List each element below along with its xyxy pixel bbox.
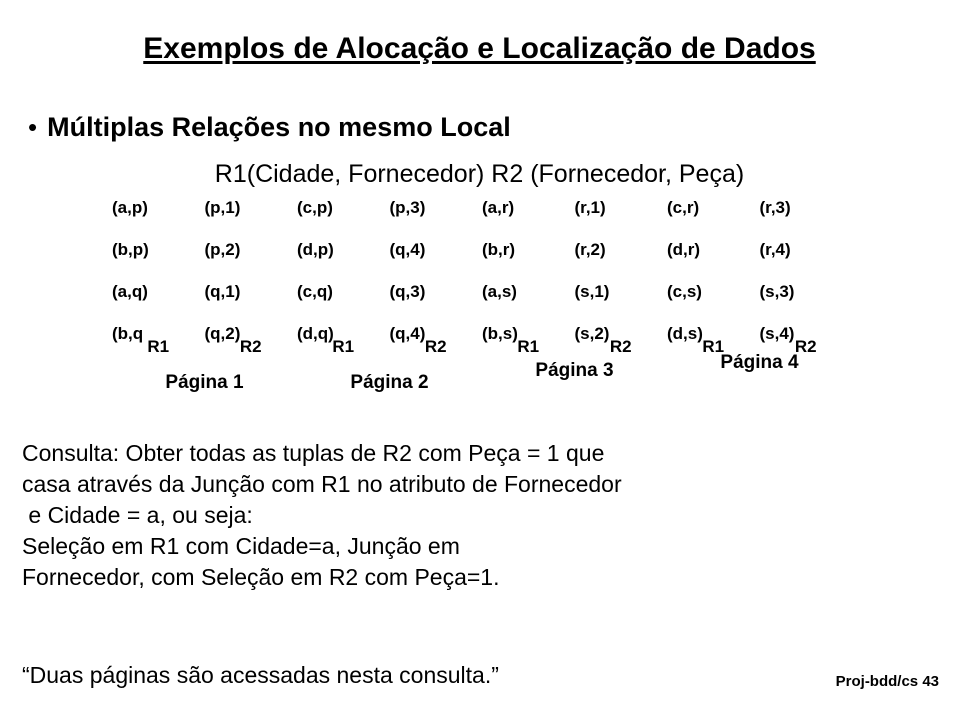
conclusion-quote: “Duas páginas são acessadas nesta consulta.” — [22, 662, 499, 688]
tuple-cell: (d,s) — [667, 324, 703, 343]
relations-schema-line: R1(Cidade, Fornecedor) R2 (Fornecedor, Peça) — [214, 160, 745, 188]
tuple-cell: (c,r) — [667, 198, 700, 217]
page-label-2: Página 2 — [350, 372, 429, 393]
tuple-cell: (b,q — [112, 324, 144, 343]
tuple-cell: (r,1) — [574, 198, 606, 217]
bullet-marker-icon: • — [28, 112, 38, 142]
tuple-cell: (a,r) — [482, 198, 515, 217]
tuple-cell: (b,p) — [112, 240, 149, 259]
query-line: Seleção em R1 com Cidade=a, Junção em — [22, 533, 460, 559]
tuple-cell: (a,s) — [482, 282, 517, 301]
tuple-cell: (r,4) — [759, 240, 791, 259]
tuple-cell: (q,4) — [389, 324, 426, 343]
relation-label: R1 — [147, 337, 170, 356]
page-label-1: Página 1 — [165, 372, 244, 393]
relation-label: R2 — [609, 337, 632, 356]
relation-label: R1 — [517, 337, 540, 356]
tuple-cell: (s,2) — [574, 324, 610, 343]
tuple-cell: (d,q) — [297, 324, 334, 343]
query-description — [22, 438, 932, 593]
relation-label: R1 — [332, 337, 355, 356]
tuple-grid — [112, 198, 852, 344]
page-title-text: Exemplos de Alocação e Localização de Dados — [143, 32, 816, 65]
query-line: Consulta: Obter todas as tuplas de R2 com Peça = 1 que — [22, 440, 605, 466]
tuple-cell: (q,3) — [389, 282, 426, 301]
table-row — [112, 198, 852, 240]
tuple-cell: (p,3) — [389, 198, 426, 217]
tuple-cell: (p,1) — [204, 198, 241, 217]
tuple-cell: (s,3) — [759, 282, 795, 301]
page-label-row — [112, 352, 872, 394]
tuple-cell: (a,q) — [112, 282, 148, 301]
tuple-cell: (p,2) — [204, 240, 241, 259]
table-row — [112, 282, 852, 324]
slide-footer: Proj-bdd/cs 43 — [835, 673, 939, 690]
tuple-cell: (q,4) — [389, 240, 426, 259]
tuple-cell: (q,1) — [204, 282, 241, 301]
tuple-cell: (d,r) — [667, 240, 701, 259]
relation-label: R2 — [424, 337, 447, 356]
tuple-cell: (a,p) — [112, 198, 148, 217]
bullet-item-label: Múltiplas Relações no mesmo Local — [47, 112, 511, 142]
tuple-cell: (q,2) — [204, 324, 241, 343]
tuple-cell: (c,p) — [297, 198, 333, 217]
table-row — [112, 240, 852, 282]
tuple-cell: (b,r) — [482, 240, 516, 259]
tuple-cell: (c,q) — [297, 282, 333, 301]
tuple-cell: (s,4) — [759, 324, 795, 343]
tuple-cell: (r,3) — [759, 198, 791, 217]
tuple-cell: (r,2) — [574, 240, 606, 259]
page-label-3: Página 3 — [535, 360, 614, 381]
tuple-cell: (c,s) — [667, 282, 702, 301]
tuple-cell: (s,1) — [574, 282, 610, 301]
page-label-4: Página 4 — [720, 352, 799, 373]
relation-label: R1 — [702, 337, 725, 356]
bullet-item — [28, 110, 928, 144]
query-line: casa através da Junção com R1 no atributo de Fornecedor — [22, 471, 622, 497]
tuple-cell: (d,p) — [297, 240, 334, 259]
relation-label: R2 — [794, 337, 817, 356]
tuple-cell: (b,s) — [482, 324, 518, 343]
relation-label: R2 — [239, 337, 262, 356]
query-line: e Cidade = a, ou seja: — [22, 502, 253, 528]
page-title — [0, 32, 959, 66]
query-line: Fornecedor, com Seleção em R2 com Peça=1. — [22, 564, 500, 590]
